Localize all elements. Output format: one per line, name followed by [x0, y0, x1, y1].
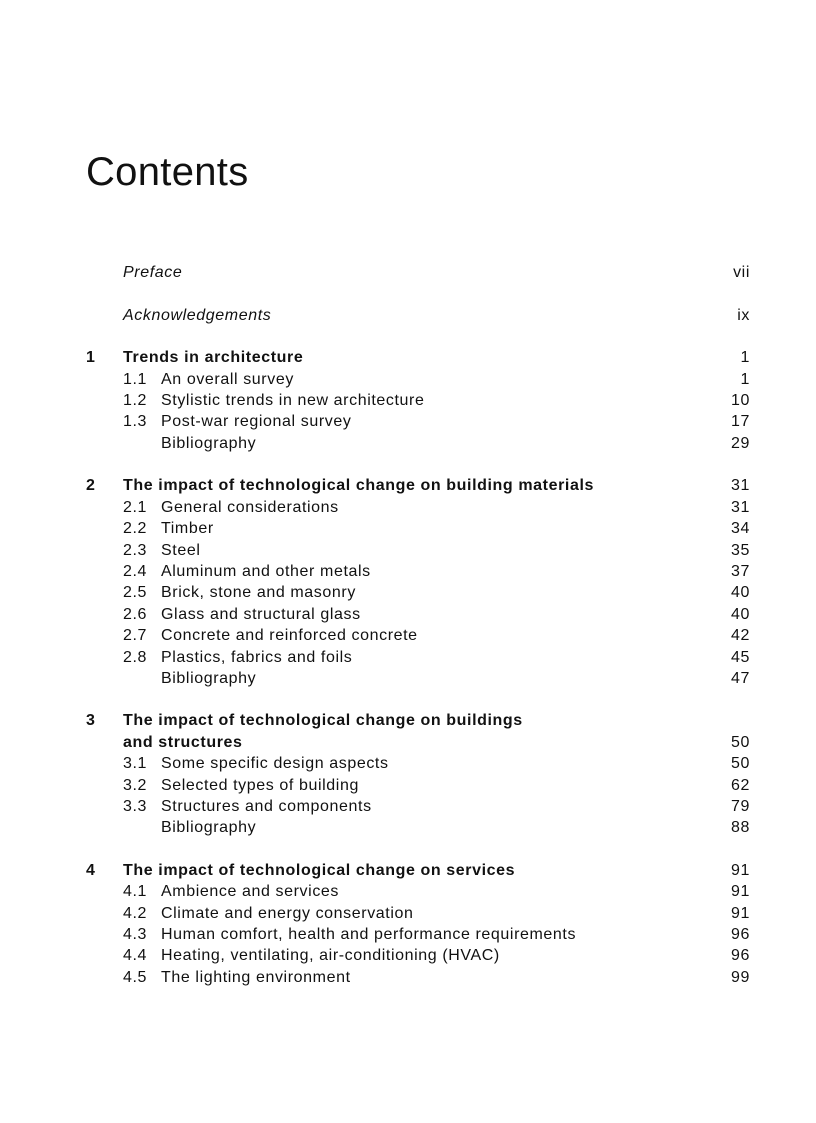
toc-section[interactable]	[86, 369, 750, 390]
toc-page-number: 10	[731, 392, 750, 409]
toc-page-number: 47	[731, 670, 750, 687]
toc-page-number: 79	[731, 798, 750, 815]
section-title: Plastics, fabrics and foils	[161, 649, 353, 666]
toc-page-number: 50	[731, 755, 750, 772]
section-number: 2.1	[123, 499, 148, 516]
section-number: 4.5	[123, 969, 148, 986]
chapter-title: and structures	[123, 734, 243, 751]
chapter-number: 3	[86, 712, 96, 729]
toc-page-number: 96	[731, 947, 750, 964]
section-number: 3.1	[123, 755, 148, 772]
section-number: 2.3	[123, 542, 148, 559]
section-title: Stylistic trends in new architecture	[161, 392, 425, 409]
section-title: Bibliography	[161, 819, 257, 836]
toc-page-number: 37	[731, 563, 750, 580]
toc-page-number: 35	[731, 542, 750, 559]
section-number: 1.3	[123, 413, 148, 430]
section-title: Timber	[161, 520, 214, 537]
toc-page-number: 91	[731, 862, 750, 879]
section-title: Concrete and reinforced concrete	[161, 627, 418, 644]
section-title: Post-war regional survey	[161, 413, 352, 430]
section-number: 4.2	[123, 905, 148, 922]
section-number: 3.2	[123, 777, 148, 794]
section-title: Human comfort, health and performance requirements	[161, 926, 577, 943]
section-title: The lighting environment	[161, 969, 351, 986]
toc-page-number: 88	[731, 819, 750, 836]
section-title: Some specific design aspects	[161, 755, 389, 772]
toc-entry-acknowledgements[interactable]	[86, 305, 750, 326]
toc-page-number: 96	[731, 926, 750, 943]
toc-chapter-3-continued[interactable]	[86, 732, 750, 753]
toc-page-number: 45	[731, 649, 750, 666]
section-title: Bibliography	[161, 670, 257, 687]
toc-bibliography[interactable]	[86, 668, 750, 689]
toc-entry-title: Acknowledgements	[123, 307, 272, 324]
toc-section[interactable]	[86, 967, 750, 988]
toc-page-number: 50	[731, 734, 750, 751]
section-number: 1.1	[123, 371, 148, 388]
chapter-number: 4	[86, 862, 96, 879]
toc-page-number: 31	[731, 477, 750, 494]
section-number: 2.7	[123, 627, 148, 644]
toc-section[interactable]	[86, 796, 750, 817]
toc-page-number: 31	[731, 499, 750, 516]
toc-section[interactable]	[86, 561, 750, 582]
section-title: Ambience and services	[161, 883, 340, 900]
toc-entry-preface[interactable]	[86, 262, 750, 283]
toc-section[interactable]	[86, 518, 750, 539]
toc-section[interactable]	[86, 625, 750, 646]
section-number: 2.8	[123, 649, 148, 666]
section-number: 3.3	[123, 798, 148, 815]
toc-page-number: 42	[731, 627, 750, 644]
toc-chapter-3[interactable]	[86, 710, 750, 731]
toc-section[interactable]	[86, 881, 750, 902]
toc-page-number: 91	[731, 883, 750, 900]
section-title: Heating, ventilating, air-conditioning (HVAC)	[161, 947, 500, 964]
toc-page-number: 40	[731, 584, 750, 601]
toc-section[interactable]	[86, 924, 750, 945]
section-number: 2.5	[123, 584, 148, 601]
toc-section[interactable]	[86, 903, 750, 924]
toc-bibliography[interactable]	[86, 433, 750, 454]
page-title: Contents	[86, 150, 249, 194]
section-title: An overall survey	[161, 371, 294, 388]
chapter-title: The impact of technological change on services	[123, 862, 516, 879]
toc-section[interactable]	[86, 647, 750, 668]
toc-page-number: 99	[731, 969, 750, 986]
chapter-title: The impact of technological change on buildings	[123, 712, 523, 729]
section-title: Climate and energy conservation	[161, 905, 414, 922]
section-title: Selected types of building	[161, 777, 359, 794]
chapter-number: 1	[86, 349, 96, 366]
toc-section[interactable]	[86, 497, 750, 518]
toc-section[interactable]	[86, 753, 750, 774]
toc-page-number: 34	[731, 520, 750, 537]
section-title: Structures and components	[161, 798, 372, 815]
section-title: Glass and structural glass	[161, 606, 361, 623]
toc-page-number: 17	[731, 413, 750, 430]
toc-section[interactable]	[86, 411, 750, 432]
toc-page-number: vii	[733, 264, 750, 281]
chapter-title: The impact of technological change on building materials	[123, 477, 594, 494]
toc-section[interactable]	[86, 540, 750, 561]
toc-section[interactable]	[86, 390, 750, 411]
toc-chapter-1[interactable]	[86, 347, 750, 368]
chapter-title: Trends in architecture	[123, 349, 304, 366]
section-number: 2.4	[123, 563, 148, 580]
toc-page-number: 29	[731, 435, 750, 452]
toc-chapter-4[interactable]	[86, 860, 750, 881]
section-title: Bibliography	[161, 435, 257, 452]
toc-page-number: 1	[740, 349, 750, 366]
section-number: 2.6	[123, 606, 148, 623]
chapter-number: 2	[86, 477, 96, 494]
toc-page-number: 1	[740, 371, 750, 388]
toc-entry-title: Preface	[123, 264, 183, 281]
section-number: 4.1	[123, 883, 148, 900]
section-number: 2.2	[123, 520, 148, 537]
section-title: Brick, stone and masonry	[161, 584, 356, 601]
toc-chapter-2[interactable]	[86, 475, 750, 496]
toc-section[interactable]	[86, 775, 750, 796]
section-title: Aluminum and other metals	[161, 563, 371, 580]
toc-page-number: 91	[731, 905, 750, 922]
toc-section[interactable]	[86, 945, 750, 966]
section-number: 4.4	[123, 947, 148, 964]
section-title: General considerations	[161, 499, 339, 516]
toc-section[interactable]	[86, 604, 750, 625]
toc-section[interactable]	[86, 582, 750, 603]
toc-page-number: 40	[731, 606, 750, 623]
toc-bibliography[interactable]	[86, 817, 750, 838]
toc-page-number: 62	[731, 777, 750, 794]
section-title: Steel	[161, 542, 201, 559]
section-number: 1.2	[123, 392, 148, 409]
toc-page-number: ix	[737, 307, 750, 324]
section-number: 4.3	[123, 926, 148, 943]
